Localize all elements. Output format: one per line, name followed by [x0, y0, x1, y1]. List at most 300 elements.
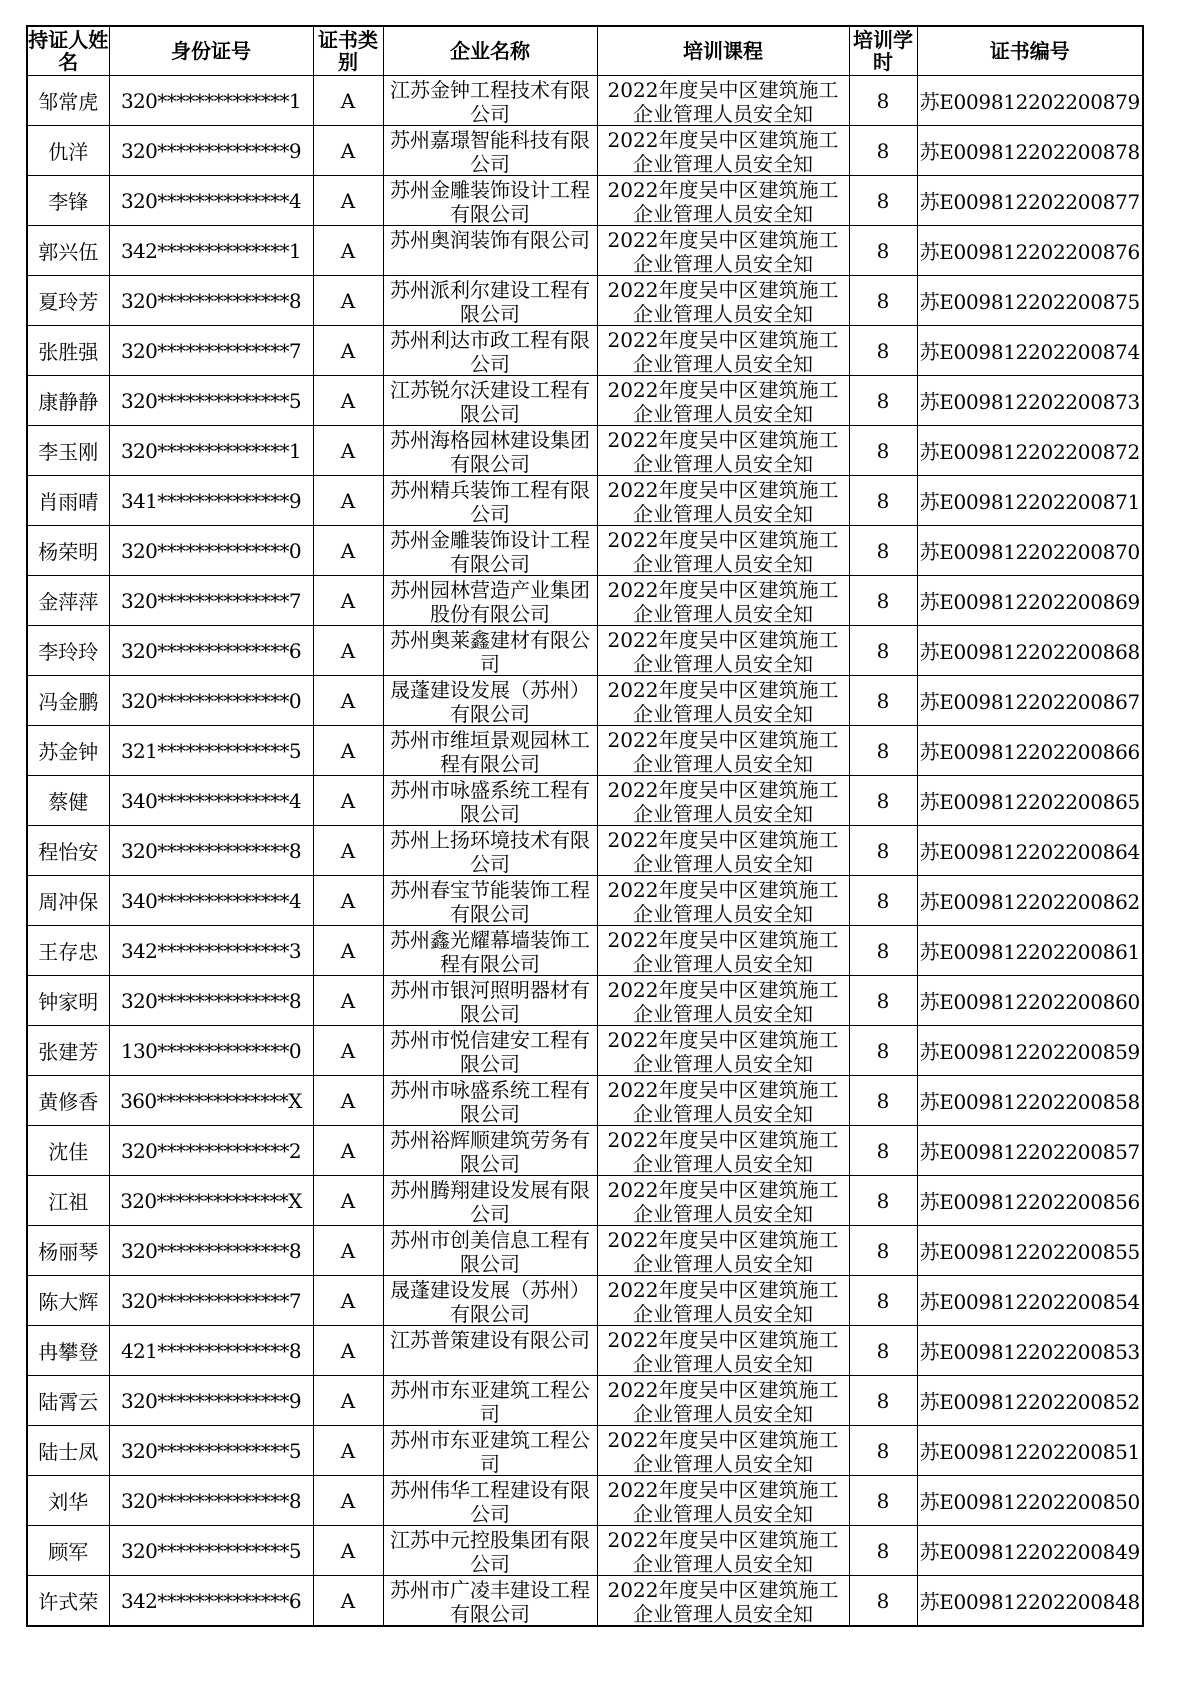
company-name [383, 726, 597, 776]
certificate-number: 苏E009812202200860 [917, 976, 1143, 1026]
holder-name: 李锋 [27, 176, 109, 226]
training-course [597, 176, 849, 226]
training-course [597, 476, 849, 526]
training-course [597, 1426, 849, 1476]
id-number: 340**************4 [109, 776, 313, 826]
company-name [383, 976, 597, 1026]
company-name-text: 江苏锐尔沃建设工程有限公司 [390, 378, 590, 425]
certificate-number: 苏E009812202200870 [917, 526, 1143, 576]
table-row [27, 676, 1143, 726]
holder-name: 江祖 [27, 1176, 109, 1226]
company-name-text: 苏州市广凌丰建设工程有限公司 [390, 1578, 590, 1625]
table-row [27, 776, 1143, 826]
training-hours: 8 [849, 1426, 917, 1476]
company-name-text: 苏州派利尔建设工程有限公司 [390, 278, 590, 325]
training-course [597, 1576, 849, 1627]
holder-name: 蔡健 [27, 776, 109, 826]
id-number: 340**************4 [109, 876, 313, 926]
training-hours: 8 [849, 1226, 917, 1276]
company-name-text: 苏州市创美信息工程有限公司 [390, 1228, 590, 1275]
holder-name: 周冲保 [27, 876, 109, 926]
certificate-category: A [313, 1576, 383, 1627]
company-name [383, 926, 597, 976]
id-number: 320**************5 [109, 1526, 313, 1576]
certificate-number: 苏E009812202200862 [917, 876, 1143, 926]
header-company: 企业名称 [383, 26, 597, 76]
company-name [383, 176, 597, 226]
certificate-number: 苏E009812202200877 [917, 176, 1143, 226]
training-course [597, 576, 849, 626]
company-name-text: 苏州市维垣景观园林工程有限公司 [390, 728, 590, 775]
company-name-text: 江苏金钟工程技术有限公司 [390, 78, 590, 125]
certificate-category: A [313, 276, 383, 326]
training-course-text: 2022年度吴中区建筑施工企业管理人员安全知 [607, 728, 839, 775]
table-row [27, 276, 1143, 326]
training-course [597, 126, 849, 176]
training-course [597, 226, 849, 276]
holder-name: 顾军 [27, 1526, 109, 1576]
holder-name: 李玲玲 [27, 626, 109, 676]
certificate-category: A [313, 1476, 383, 1526]
company-name [383, 626, 597, 676]
training-course [597, 1126, 849, 1176]
id-number: 342**************3 [109, 926, 313, 976]
company-name-text: 江苏中元控股集团有限公司 [390, 1528, 590, 1575]
holder-name: 冉攀登 [27, 1326, 109, 1376]
certificate-number: 苏E009812202200866 [917, 726, 1143, 776]
training-course-text: 2022年度吴中区建筑施工企业管理人员安全知 [607, 1328, 839, 1375]
holder-name: 肖雨晴 [27, 476, 109, 526]
training-course-text: 2022年度吴中区建筑施工企业管理人员安全知 [607, 978, 839, 1025]
company-name-text: 苏州腾翔建设发展有限公司 [390, 1178, 590, 1225]
holder-name: 陆霄云 [27, 1376, 109, 1426]
table-row [27, 476, 1143, 526]
company-name-text: 苏州上扬环境技术有限公司 [390, 828, 590, 875]
id-number: 320**************2 [109, 1126, 313, 1176]
training-hours: 8 [849, 576, 917, 626]
certificate-category: A [313, 1126, 383, 1176]
training-hours: 8 [849, 526, 917, 576]
training-course-text: 2022年度吴中区建筑施工企业管理人员安全知 [607, 528, 839, 575]
certificate-number: 苏E009812202200871 [917, 476, 1143, 526]
training-hours: 8 [849, 276, 917, 326]
holder-name: 钟家明 [27, 976, 109, 1026]
training-course [597, 1376, 849, 1426]
table-row [27, 576, 1143, 626]
certificate-category: A [313, 626, 383, 676]
id-number: 342**************6 [109, 1576, 313, 1627]
company-name [383, 1226, 597, 1276]
training-course-text: 2022年度吴中区建筑施工企业管理人员安全知 [607, 928, 839, 975]
header-cert-no: 证书编号 [917, 26, 1143, 76]
holder-name: 金萍萍 [27, 576, 109, 626]
certificate-category: A [313, 126, 383, 176]
certificate-number: 苏E009812202200875 [917, 276, 1143, 326]
table-row [27, 526, 1143, 576]
company-name [383, 1426, 597, 1476]
certificate-number: 苏E009812202200867 [917, 676, 1143, 726]
company-name-text: 苏州裕辉顺建筑劳务有限公司 [390, 1128, 590, 1175]
id-number: 320**************0 [109, 676, 313, 726]
table-row [27, 976, 1143, 1026]
company-name [383, 1476, 597, 1526]
holder-name: 杨荣明 [27, 526, 109, 576]
training-course-text: 2022年度吴中区建筑施工企业管理人员安全知 [607, 178, 839, 225]
training-hours: 8 [849, 226, 917, 276]
certificate-category: A [313, 326, 383, 376]
company-name-text: 晟蓬建设发展（苏州）有限公司 [390, 1278, 590, 1325]
certificate-number: 苏E009812202200868 [917, 626, 1143, 676]
training-course [597, 1026, 849, 1076]
training-course [597, 676, 849, 726]
training-course-text: 2022年度吴中区建筑施工企业管理人员安全知 [607, 878, 839, 925]
training-course [597, 1226, 849, 1276]
training-hours: 8 [849, 476, 917, 526]
table-row [27, 1576, 1143, 1627]
id-number: 320**************0 [109, 526, 313, 576]
company-name [383, 1026, 597, 1076]
holder-name: 陆士凤 [27, 1426, 109, 1476]
certificate-number: 苏E009812202200864 [917, 826, 1143, 876]
training-course-text: 2022年度吴中区建筑施工企业管理人员安全知 [607, 1178, 839, 1225]
table-row [27, 1026, 1143, 1076]
certificate-number: 苏E009812202200854 [917, 1276, 1143, 1326]
certificate-category: A [313, 226, 383, 276]
certificate-category: A [313, 376, 383, 426]
id-number: 320**************1 [109, 76, 313, 126]
training-course-text: 2022年度吴中区建筑施工企业管理人员安全知 [607, 1278, 839, 1325]
training-course [597, 426, 849, 476]
table-row [27, 326, 1143, 376]
company-name [383, 776, 597, 826]
certificate-number: 苏E009812202200873 [917, 376, 1143, 426]
training-course-text: 2022年度吴中区建筑施工企业管理人员安全知 [607, 1028, 839, 1075]
certificate-number: 苏E009812202200856 [917, 1176, 1143, 1226]
id-number: 421**************8 [109, 1326, 313, 1376]
company-name [383, 476, 597, 526]
company-name-text: 苏州金雕装饰设计工程有限公司 [390, 528, 590, 575]
certificate-category: A [313, 476, 383, 526]
training-course-text: 2022年度吴中区建筑施工企业管理人员安全知 [607, 1528, 839, 1575]
id-number: 320**************7 [109, 576, 313, 626]
certificate-category: A [313, 1176, 383, 1226]
table-row [27, 1226, 1143, 1276]
company-name [383, 1276, 597, 1326]
id-number: 341**************9 [109, 476, 313, 526]
certificate-category: A [313, 976, 383, 1026]
training-course-text: 2022年度吴中区建筑施工企业管理人员安全知 [607, 678, 839, 725]
company-name-text: 苏州园林营造产业集团股份有限公司 [390, 578, 590, 625]
company-name [383, 1376, 597, 1426]
training-course [597, 1076, 849, 1126]
company-name-text: 苏州鑫光耀幕墙装饰工程有限公司 [390, 928, 590, 975]
holder-name: 仇洋 [27, 126, 109, 176]
training-hours: 8 [849, 676, 917, 726]
id-number: 320**************X [109, 1176, 313, 1226]
training-course-text: 2022年度吴中区建筑施工企业管理人员安全知 [607, 1378, 839, 1425]
id-number: 320**************9 [109, 126, 313, 176]
training-hours: 8 [849, 126, 917, 176]
id-number: 320**************7 [109, 326, 313, 376]
training-course-text: 2022年度吴中区建筑施工企业管理人员安全知 [607, 1078, 839, 1125]
table-row [27, 726, 1143, 776]
holder-name: 李玉刚 [27, 426, 109, 476]
certificate-category: A [313, 1276, 383, 1326]
certificate-category: A [313, 876, 383, 926]
training-course [597, 526, 849, 576]
table-row [27, 126, 1143, 176]
certificate-number: 苏E009812202200878 [917, 126, 1143, 176]
certificate-category: A [313, 1226, 383, 1276]
table-row [27, 1376, 1143, 1426]
company-name-text: 江苏普策建设有限公司 [390, 1328, 590, 1352]
training-course-text: 2022年度吴中区建筑施工企业管理人员安全知 [607, 78, 839, 125]
training-hours: 8 [849, 176, 917, 226]
holder-name: 杨丽琴 [27, 1226, 109, 1276]
id-number: 320**************8 [109, 826, 313, 876]
training-hours: 8 [849, 826, 917, 876]
header-id-number: 身份证号 [109, 26, 313, 76]
header-row [27, 26, 1143, 76]
table-row [27, 1526, 1143, 1576]
training-hours: 8 [849, 626, 917, 676]
id-number: 320**************8 [109, 276, 313, 326]
certificate-number: 苏E009812202200876 [917, 226, 1143, 276]
company-name [383, 1576, 597, 1627]
training-course-text: 2022年度吴中区建筑施工企业管理人员安全知 [607, 128, 839, 175]
holder-name: 冯金鹏 [27, 676, 109, 726]
certificate-number: 苏E009812202200855 [917, 1226, 1143, 1276]
certificate-category: A [313, 1326, 383, 1376]
certificate-category: A [313, 576, 383, 626]
id-number: 342**************1 [109, 226, 313, 276]
holder-name: 郭兴伍 [27, 226, 109, 276]
company-name [383, 276, 597, 326]
training-hours: 8 [849, 326, 917, 376]
training-course-text: 2022年度吴中区建筑施工企业管理人员安全知 [607, 228, 839, 275]
training-hours: 8 [849, 726, 917, 776]
holder-name: 陈大辉 [27, 1276, 109, 1326]
certificate-number: 苏E009812202200859 [917, 1026, 1143, 1076]
training-course [597, 726, 849, 776]
training-hours: 8 [849, 1576, 917, 1627]
certificate-number: 苏E009812202200869 [917, 576, 1143, 626]
training-course-text: 2022年度吴中区建筑施工企业管理人员安全知 [607, 1578, 839, 1625]
holder-name: 张胜强 [27, 326, 109, 376]
company-name-text: 晟蓬建设发展（苏州）有限公司 [390, 678, 590, 725]
company-name-text: 苏州利达市政工程有限公司 [390, 328, 590, 375]
certificate-number: 苏E009812202200850 [917, 1476, 1143, 1526]
holder-name: 邹常虎 [27, 76, 109, 126]
training-course [597, 1526, 849, 1576]
table-row [27, 1126, 1143, 1176]
table-row [27, 626, 1143, 676]
certificate-category: A [313, 1076, 383, 1126]
training-hours: 8 [849, 376, 917, 426]
certificate-category: A [313, 1526, 383, 1576]
company-name [383, 1326, 597, 1376]
company-name [383, 426, 597, 476]
company-name-text: 苏州伟华工程建设有限公司 [390, 1478, 590, 1525]
table-row [27, 176, 1143, 226]
training-hours: 8 [849, 976, 917, 1026]
training-hours: 8 [849, 1376, 917, 1426]
certificate-number: 苏E009812202200858 [917, 1076, 1143, 1126]
company-name-text: 苏州精兵装饰工程有限公司 [390, 478, 590, 525]
training-course [597, 1276, 849, 1326]
training-course [597, 76, 849, 126]
training-course-text: 2022年度吴中区建筑施工企业管理人员安全知 [607, 1478, 839, 1525]
company-name-text: 苏州市咏盛系统工程有限公司 [390, 778, 590, 825]
certificate-number: 苏E009812202200852 [917, 1376, 1143, 1426]
certificate-table [26, 25, 1144, 1627]
company-name [383, 376, 597, 426]
training-hours: 8 [849, 1476, 917, 1526]
training-course [597, 1176, 849, 1226]
certificate-number: 苏E009812202200872 [917, 426, 1143, 476]
training-course-text: 2022年度吴中区建筑施工企业管理人员安全知 [607, 378, 839, 425]
certificate-category: A [313, 1376, 383, 1426]
holder-name: 康静静 [27, 376, 109, 426]
id-number: 320**************8 [109, 1476, 313, 1526]
id-number: 130**************0 [109, 1026, 313, 1076]
certificate-number: 苏E009812202200874 [917, 326, 1143, 376]
company-name [383, 126, 597, 176]
id-number: 320**************8 [109, 976, 313, 1026]
training-hours: 8 [849, 1126, 917, 1176]
training-course-text: 2022年度吴中区建筑施工企业管理人员安全知 [607, 578, 839, 625]
holder-name: 夏玲芳 [27, 276, 109, 326]
table-row [27, 426, 1143, 476]
company-name-text: 苏州金雕装饰设计工程有限公司 [390, 178, 590, 225]
company-name [383, 876, 597, 926]
training-course-text: 2022年度吴中区建筑施工企业管理人员安全知 [607, 478, 839, 525]
id-number: 321**************5 [109, 726, 313, 776]
holder-name: 张建芳 [27, 1026, 109, 1076]
company-name [383, 526, 597, 576]
training-hours: 8 [849, 1026, 917, 1076]
certificate-category: A [313, 1026, 383, 1076]
training-course-text: 2022年度吴中区建筑施工企业管理人员安全知 [607, 628, 839, 675]
training-course [597, 1476, 849, 1526]
training-hours: 8 [849, 1526, 917, 1576]
table-row [27, 1276, 1143, 1326]
holder-name: 刘华 [27, 1476, 109, 1526]
id-number: 320**************7 [109, 1276, 313, 1326]
training-course-text: 2022年度吴中区建筑施工企业管理人员安全知 [607, 1228, 839, 1275]
table-row [27, 926, 1143, 976]
training-hours: 8 [849, 426, 917, 476]
table-row [27, 1426, 1143, 1476]
id-number: 320**************5 [109, 376, 313, 426]
training-course [597, 1326, 849, 1376]
holder-name: 沈佳 [27, 1126, 109, 1176]
training-course [597, 376, 849, 426]
training-course-text: 2022年度吴中区建筑施工企业管理人员安全知 [607, 1428, 839, 1475]
company-name-text: 苏州市悦信建安工程有限公司 [390, 1028, 590, 1075]
company-name [383, 1076, 597, 1126]
training-course-text: 2022年度吴中区建筑施工企业管理人员安全知 [607, 1128, 839, 1175]
id-number: 320**************4 [109, 176, 313, 226]
certificate-category: A [313, 926, 383, 976]
company-name [383, 826, 597, 876]
certificate-number: 苏E009812202200857 [917, 1126, 1143, 1176]
training-course [597, 876, 849, 926]
id-number: 320**************5 [109, 1426, 313, 1476]
company-name [383, 1526, 597, 1576]
company-name-text: 苏州市银河照明器材有限公司 [390, 978, 590, 1025]
id-number: 320**************8 [109, 1226, 313, 1276]
table-row [27, 76, 1143, 126]
header-name: 持证人姓名 [28, 28, 109, 74]
table-row [27, 226, 1143, 276]
header-category: 证书类别 [313, 26, 383, 76]
training-course [597, 926, 849, 976]
certificate-number: 苏E009812202200849 [917, 1526, 1143, 1576]
training-hours: 8 [849, 1076, 917, 1126]
company-name [383, 676, 597, 726]
company-name-text: 苏州市东亚建筑工程公司 [390, 1428, 590, 1475]
certificate-category: A [313, 676, 383, 726]
training-course [597, 326, 849, 376]
company-name [383, 326, 597, 376]
training-course-text: 2022年度吴中区建筑施工企业管理人员安全知 [607, 428, 839, 475]
table-row [27, 826, 1143, 876]
training-course-text: 2022年度吴中区建筑施工企业管理人员安全知 [607, 778, 839, 825]
certificate-number: 苏E009812202200851 [917, 1426, 1143, 1476]
certificate-category: A [313, 426, 383, 476]
certificate-category: A [313, 76, 383, 126]
company-name-text: 苏州嘉璟智能科技有限公司 [390, 128, 590, 175]
training-hours: 8 [849, 876, 917, 926]
header-hours: 培训学时 [849, 26, 917, 76]
company-name-text: 苏州奥莱鑫建材有限公司 [390, 628, 590, 675]
training-hours: 8 [849, 1276, 917, 1326]
company-name-text: 苏州春宝节能装饰工程有限公司 [390, 878, 590, 925]
table-row [27, 1076, 1143, 1126]
table-row [27, 376, 1143, 426]
training-hours: 8 [849, 1326, 917, 1376]
training-hours: 8 [849, 76, 917, 126]
holder-name: 程怡安 [27, 826, 109, 876]
training-hours: 8 [849, 776, 917, 826]
header-course: 培训课程 [597, 26, 849, 76]
company-name [383, 1176, 597, 1226]
certificate-category: A [313, 726, 383, 776]
certificate-category: A [313, 1426, 383, 1476]
company-name-text: 苏州市东亚建筑工程公司 [390, 1378, 590, 1425]
id-number: 320**************6 [109, 626, 313, 676]
certificate-number: 苏E009812202200853 [917, 1326, 1143, 1376]
table-row [27, 876, 1143, 926]
certificate-number: 苏E009812202200879 [917, 76, 1143, 126]
holder-name: 许式荣 [27, 1576, 109, 1627]
company-name-text: 苏州奥润装饰有限公司 [390, 228, 590, 252]
certificate-category: A [313, 176, 383, 226]
training-course [597, 826, 849, 876]
id-number: 320**************1 [109, 426, 313, 476]
company-name-text: 苏州海格园林建设集团有限公司 [390, 428, 590, 475]
training-course-text: 2022年度吴中区建筑施工企业管理人员安全知 [607, 278, 839, 325]
certificate-category: A [313, 776, 383, 826]
company-name [383, 576, 597, 626]
training-hours: 8 [849, 926, 917, 976]
certificate-number: 苏E009812202200848 [917, 1576, 1143, 1627]
table-row [27, 1326, 1143, 1376]
training-course [597, 626, 849, 676]
certificate-number: 苏E009812202200865 [917, 776, 1143, 826]
holder-name: 苏金钟 [27, 726, 109, 776]
